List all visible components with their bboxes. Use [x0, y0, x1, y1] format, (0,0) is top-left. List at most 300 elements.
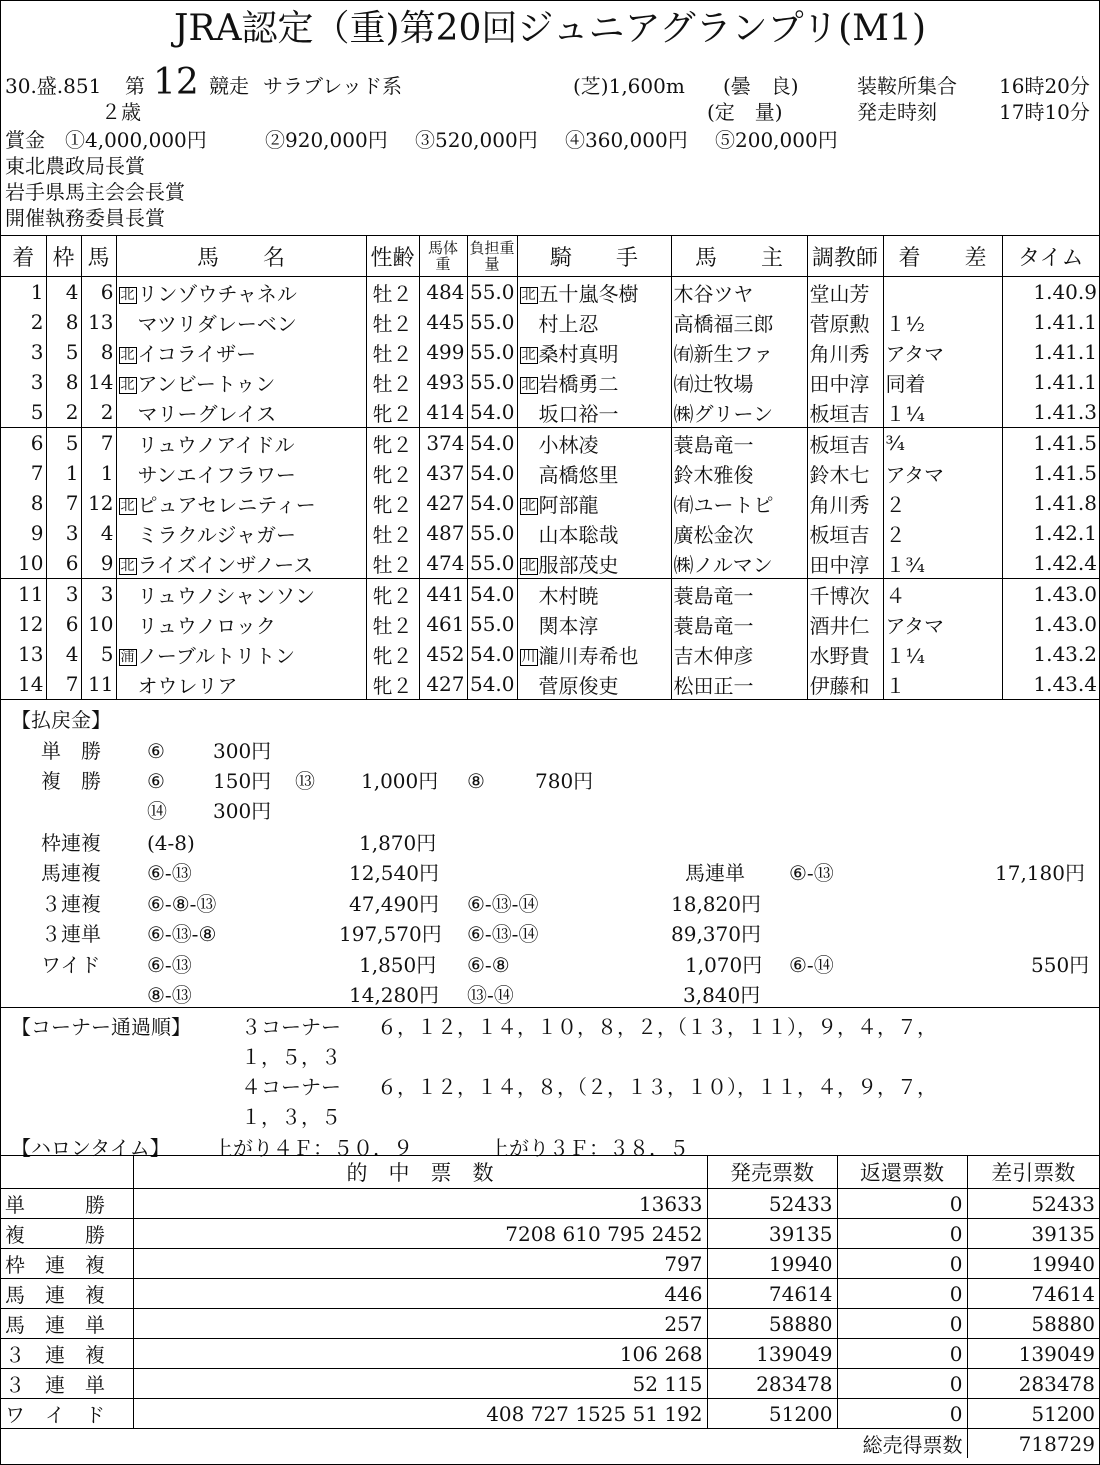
corner4-order-cont: １，３，５	[241, 1105, 341, 1129]
horse-name: リュウノシャンソン	[137, 583, 316, 608]
time-cell: 1.43.0	[1002, 609, 1099, 639]
net-count-cell: 139049	[967, 1339, 1099, 1369]
result-row	[1, 669, 1099, 700]
time-cell: 1.41.5	[1002, 458, 1099, 488]
weight-cell: 452	[419, 639, 467, 669]
affiliation-badge	[119, 538, 137, 540]
rank-cell: 3	[30, 370, 44, 394]
affiliation-badge: 北	[120, 286, 135, 303]
jockey-name: 桑村真明	[538, 341, 619, 366]
hit-count-cell: 106 268	[133, 1339, 707, 1369]
age-class: ２歳	[101, 100, 141, 124]
refund-count-cell: 0	[837, 1339, 967, 1369]
wide-combo: ⑥-⑭	[789, 953, 834, 977]
horse-name-cell	[116, 337, 366, 367]
sold-count-cell: 283478	[707, 1369, 837, 1399]
hit-count-cell: 408 727 1525 51 192	[133, 1399, 707, 1429]
refund-count-cell: 0	[837, 1369, 967, 1399]
affiliation-badge	[520, 689, 538, 691]
burden-cell: 54.0	[467, 639, 517, 669]
prize-1: ①4,000,000円	[65, 128, 207, 152]
number-cell: 12	[81, 488, 116, 518]
bet-type-cell: 馬 連 単	[1, 1309, 133, 1339]
frame-cell: 2	[46, 397, 81, 428]
time-cell: 1.42.1	[1002, 518, 1099, 548]
horse-name-cell	[116, 669, 366, 700]
horse-name: リンゾウチャネル	[137, 281, 297, 306]
time-cell: 1.43.0	[1002, 579, 1099, 610]
owner-cell: 鈴木雅俊	[671, 458, 807, 488]
weight-cell: 499	[419, 337, 467, 367]
horse-name-cell	[116, 428, 366, 459]
trainer-cell: 千博次	[807, 579, 883, 610]
horse-name: ノーブルトリトン	[137, 643, 296, 668]
header-frame: 枠	[46, 236, 81, 277]
result-row	[1, 548, 1099, 579]
affiliation-badge	[119, 599, 137, 601]
hit-count-cell: 13633	[133, 1189, 707, 1219]
rank-cell: 5	[1, 397, 46, 428]
number-cell: 2	[81, 397, 116, 428]
horse-name-cell	[116, 579, 366, 610]
race-title: JRA認定（重)第20回ジュニアグランプリ(M1)	[173, 8, 926, 49]
owner-cell: ㈲辻牧場	[671, 367, 807, 397]
sold-count-cell: 74614	[707, 1279, 837, 1309]
bet-type-cell: 枠 連 複	[1, 1249, 133, 1279]
horse-name: アンビートゥン	[137, 371, 276, 396]
award-item: 東北農政局長賞	[5, 154, 145, 178]
affiliation-badge: 川	[521, 648, 536, 665]
affiliation-badge: 北	[120, 376, 135, 393]
margin-cell: 同着	[883, 367, 1002, 397]
frame-cell: 6	[46, 548, 81, 579]
weather-track: (曇 良)	[723, 74, 799, 98]
rank-cell: 6	[30, 431, 44, 455]
jockey-name: 高橋悠里	[538, 462, 619, 487]
affiliation-badge	[119, 417, 137, 419]
owner-cell: ㈲ユートピ	[671, 488, 807, 518]
fukusho-horse: ⑧	[467, 769, 485, 793]
sex-age-cell: 牝２	[366, 397, 419, 428]
prize-5: ⑤200,000円	[715, 128, 838, 152]
rank-cell: 1	[30, 280, 44, 304]
frame-cell: 4	[46, 639, 81, 669]
trainer-cell: 角川秀	[807, 337, 883, 367]
prize-label: 賞金	[5, 128, 45, 152]
refund-count-cell: 0	[837, 1189, 967, 1219]
wide-amount: 1,070円	[685, 953, 763, 977]
affiliation-badge	[520, 417, 538, 419]
rank-cell: 10	[1, 548, 46, 579]
frame-cell: 3	[46, 518, 81, 548]
fukusho-label: 複 勝	[41, 769, 101, 793]
jockey-cell	[517, 609, 671, 639]
frame-cell: 8	[46, 307, 81, 337]
wide-amount: 1,850円	[359, 953, 437, 977]
header-weight: 馬体重	[419, 236, 467, 277]
votes-header-sold: 発売票数	[707, 1156, 837, 1189]
wide-combo: ⑥-⑬	[147, 953, 192, 977]
jockey-cell	[517, 488, 671, 518]
section-divider	[1, 1007, 1099, 1008]
jockey-cell	[517, 669, 671, 700]
votes-header-row	[1, 1156, 1099, 1189]
weight-cell: 474	[419, 548, 467, 579]
trio-label: ３連複	[41, 892, 101, 916]
horse-name: ライズインザノース	[137, 552, 314, 577]
time-cell: 1.40.9	[1002, 277, 1099, 308]
horse-name: サンエイフラワー	[137, 462, 296, 487]
result-row	[1, 579, 1099, 610]
result-row	[1, 428, 1099, 459]
race-number-prefix: 第	[125, 74, 145, 98]
jockey-name: 菅原俊吏	[538, 673, 619, 698]
margin-cell: ¾	[883, 428, 1002, 459]
burden-cell: 55.0	[467, 277, 517, 308]
weight-cell: 414	[419, 397, 467, 428]
weight-cell: 427	[419, 669, 467, 700]
header-time: タイム	[1002, 236, 1099, 277]
sex-age-cell: 牝２	[366, 428, 419, 459]
wakuren-label: 枠連複	[41, 831, 101, 855]
jockey-cell	[517, 367, 671, 397]
wide-combo: ⑥-⑧	[467, 953, 510, 977]
time-cell: 1.41.3	[1002, 397, 1099, 428]
header-horse-name: 馬 名	[116, 236, 366, 277]
trainer-cell: 角川秀	[807, 488, 883, 518]
fukusho-amount: 780円	[535, 769, 594, 793]
sex-age-cell: 牝２	[366, 458, 419, 488]
sold-count-cell: 19940	[707, 1249, 837, 1279]
number-cell: 10	[81, 609, 116, 639]
votes-row	[1, 1249, 1099, 1279]
race-code: 30.盛.851	[5, 74, 102, 98]
owner-cell: 蓑島竜一	[671, 609, 807, 639]
horse-name: ミラクルジャガー	[137, 522, 296, 547]
refund-count-cell: 0	[837, 1399, 967, 1429]
weight-cell: 461	[419, 609, 467, 639]
number-cell: 7	[81, 428, 116, 459]
jockey-name: 小林凌	[538, 432, 599, 457]
bet-type-cell: 馬 連 複	[1, 1279, 133, 1309]
sex-age-cell: 牡２	[366, 518, 419, 548]
burden-cell: 55.0	[467, 609, 517, 639]
sex-age-cell: 牡２	[366, 307, 419, 337]
affiliation-badge: 北	[120, 557, 135, 574]
jockey-cell	[517, 428, 671, 459]
weight-cell: 493	[419, 367, 467, 397]
corner3-label: ３コーナー	[241, 1015, 341, 1039]
rank-cell: 13	[18, 642, 44, 666]
jockey-cell	[517, 337, 671, 367]
horse-name-cell	[116, 458, 366, 488]
result-row	[1, 367, 1099, 397]
prize-3: ③520,000円	[415, 128, 538, 152]
trainer-cell: 堂山芳	[807, 277, 883, 308]
breed: サラブレッド系	[263, 74, 402, 98]
horse-name: マツリダレーベン	[137, 311, 297, 336]
header-trainer: 調教師	[807, 236, 883, 277]
sex-age-cell: 牝２	[366, 488, 419, 518]
sold-count-cell: 58880	[707, 1309, 837, 1339]
results-table	[1, 235, 1099, 700]
trainer-cell: 菅原勲	[807, 307, 883, 337]
corner4-label: ４コーナー	[241, 1075, 341, 1099]
weight-cell: 427	[419, 488, 467, 518]
time-cell: 1.42.4	[1002, 548, 1099, 579]
time-cell: 1.43.4	[1002, 669, 1099, 700]
votes-row	[1, 1339, 1099, 1369]
weight-rule: (定 量)	[707, 100, 783, 124]
header-margin: 着 差	[883, 236, 1002, 277]
burden-cell: 55.0	[467, 518, 517, 548]
number-cell: 9	[81, 548, 116, 579]
result-row	[1, 609, 1099, 639]
tansho-horse: ⑥	[147, 739, 165, 763]
horse-name-cell	[116, 609, 366, 639]
umatan-combo: ⑥-⑬	[789, 861, 834, 885]
results-header-row	[1, 236, 1099, 277]
affiliation-badge	[119, 689, 137, 691]
sold-count-cell: 139049	[707, 1339, 837, 1369]
frame-cell: 8	[46, 367, 81, 397]
owner-cell: ㈲新生ファ	[671, 337, 807, 367]
frame-cell: 5	[46, 337, 81, 367]
net-count-cell: 58880	[967, 1309, 1099, 1339]
votes-row	[1, 1279, 1099, 1309]
number-cell: 4	[81, 518, 116, 548]
margin-cell: １½	[883, 307, 1002, 337]
hit-count-cell: 52 115	[133, 1369, 707, 1399]
affiliation-badge: 北	[521, 557, 536, 574]
fukusho-horse: ⑬	[295, 769, 315, 793]
frame-cell: 4	[46, 277, 81, 308]
votes-total-value: 718729	[967, 1429, 1099, 1459]
number-cell: 3	[81, 579, 116, 610]
umaren-amount: 12,540円	[349, 861, 439, 885]
bet-type-cell: ワ イ ド	[1, 1399, 133, 1429]
award-item: 開催執務委員長賞	[5, 206, 165, 230]
number-cell: 14	[81, 367, 116, 397]
rank-cell: 12	[18, 612, 44, 636]
affiliation-badge	[520, 448, 538, 450]
sold-count-cell: 39135	[707, 1219, 837, 1249]
number-cell: 6	[81, 277, 116, 308]
trifecta-amount: 89,370円	[671, 922, 761, 946]
trifecta-amount: 197,570円	[339, 922, 442, 946]
horse-name: リュウノロック	[137, 613, 276, 638]
rank-cell: 7	[30, 461, 44, 485]
umaren-label: 馬連複	[41, 861, 101, 885]
wide-amount: 3,840円	[683, 983, 761, 1007]
corner3-order: ６，１２，１４，１０，８，２，（１３，１１），９，４，７，	[377, 1015, 937, 1039]
weight-cell: 484	[419, 277, 467, 308]
sold-count-cell: 51200	[707, 1399, 837, 1429]
payout-heading: 【払戻金】	[11, 708, 111, 732]
assembly-time: 16時20分	[999, 74, 1090, 98]
number-cell: 1	[81, 458, 116, 488]
bet-type-cell: 複 勝	[1, 1219, 133, 1249]
affiliation-badge: 北	[521, 286, 536, 303]
result-row	[1, 458, 1099, 488]
prize-4: ④360,000円	[565, 128, 688, 152]
burden-cell: 55.0	[467, 307, 517, 337]
burden-cell: 54.0	[467, 579, 517, 610]
trainer-cell: 酒井仁	[807, 609, 883, 639]
jockey-name: 木村暁	[538, 583, 599, 608]
weight-cell: 487	[419, 518, 467, 548]
trainer-cell: 伊藤和	[807, 669, 883, 700]
halon-last3f: 上がり３Ｆ：３８．５	[489, 1136, 689, 1160]
owner-cell: ㈱グリーン	[671, 397, 807, 428]
race-number: 12	[153, 62, 199, 103]
jockey-cell	[517, 307, 671, 337]
result-row	[1, 639, 1099, 669]
tansho-label: 単 勝	[41, 739, 101, 763]
trainer-cell: 鈴木七	[807, 458, 883, 488]
trainer-cell: 板垣吉	[807, 397, 883, 428]
votes-header-blank	[1, 1156, 133, 1189]
weight-cell: 437	[419, 458, 467, 488]
owner-cell: 松田正一	[671, 669, 807, 700]
burden-cell: 54.0	[467, 488, 517, 518]
rank-cell: 8	[30, 491, 44, 515]
fukusho-amount: 300円	[213, 799, 272, 823]
horse-name-cell	[116, 488, 366, 518]
header-number: 馬	[81, 236, 116, 277]
net-count-cell: 52433	[967, 1189, 1099, 1219]
jockey-name: 五十嵐冬樹	[538, 281, 639, 306]
margin-cell: １¾	[883, 548, 1002, 579]
votes-header-net: 差引票数	[967, 1156, 1099, 1189]
bet-type-cell: ３ 連 単	[1, 1369, 133, 1399]
assembly-label: 装鞍所集合	[857, 74, 957, 98]
start-label: 発走時刻	[857, 100, 937, 124]
horse-name-cell	[116, 518, 366, 548]
fukusho-horse: ⑥	[147, 769, 165, 793]
weight-cell: 374	[419, 428, 467, 459]
rank-cell: 14	[1, 669, 46, 700]
jockey-cell	[517, 639, 671, 669]
result-row	[1, 397, 1099, 428]
refund-count-cell: 0	[837, 1219, 967, 1249]
number-cell: 11	[81, 669, 116, 700]
horse-name-cell	[116, 639, 366, 669]
votes-header-hit: 的 中 票 数	[133, 1156, 707, 1189]
frame-cell: 3	[46, 579, 81, 610]
burden-cell: 54.0	[467, 428, 517, 459]
time-cell: 1.41.8	[1002, 488, 1099, 518]
refund-count-cell: 0	[837, 1249, 967, 1279]
rank-cell: 11	[18, 582, 44, 606]
halon-heading: 【ハロンタイム】	[11, 1136, 170, 1160]
jockey-name: 山本聡哉	[538, 522, 619, 547]
margin-cell: ２	[883, 488, 1002, 518]
owner-cell: 蓑島竜一	[671, 579, 807, 610]
burden-cell: 54.0	[467, 458, 517, 488]
votes-total-row	[1, 1429, 1099, 1459]
affiliation-badge	[119, 478, 137, 480]
corner4-order: ６，１２，１４，８，（２，１３，１０），１１，４，９，７，	[377, 1075, 937, 1099]
trainer-cell: 板垣吉	[807, 518, 883, 548]
trifecta-combo: ⑥-⑬-⑭	[467, 922, 539, 946]
fukusho-amount: 1,000円	[361, 769, 439, 793]
weight-cell: 445	[419, 307, 467, 337]
affiliation-badge	[520, 478, 538, 480]
jockey-name: 坂口裕一	[538, 401, 619, 426]
number-cell: 8	[81, 337, 116, 367]
wide-combo: ⑬-⑭	[467, 983, 514, 1007]
refund-count-cell: 0	[837, 1279, 967, 1309]
horse-name-cell	[116, 367, 366, 397]
jockey-cell	[517, 579, 671, 610]
net-count-cell: 51200	[967, 1399, 1099, 1429]
sex-age-cell: 牝２	[366, 639, 419, 669]
jockey-cell	[517, 518, 671, 548]
margin-cell: １¼	[883, 639, 1002, 669]
sex-age-cell: 牡２	[366, 548, 419, 579]
rank-cell: 3	[30, 340, 44, 364]
result-row	[1, 518, 1099, 548]
burden-cell: 55.0	[467, 367, 517, 397]
time-cell: 1.41.5	[1002, 428, 1099, 459]
trio-combo: ⑥-⑬-⑭	[467, 892, 539, 916]
horse-name: ピュアセレニティー	[137, 492, 316, 517]
hit-count-cell: 797	[133, 1249, 707, 1279]
result-row	[1, 307, 1099, 337]
results-body	[1, 277, 1099, 700]
jockey-name: 阿部龍	[538, 492, 599, 517]
affiliation-badge: 北	[521, 376, 536, 393]
affiliation-badge: 北	[521, 497, 536, 514]
votes-row	[1, 1369, 1099, 1399]
horse-name-cell	[116, 277, 366, 308]
prize-2: ②920,000円	[265, 128, 388, 152]
horse-name: オウレリア	[137, 673, 238, 698]
margin-cell: アタマ	[883, 458, 1002, 488]
time-cell: 1.41.1	[1002, 307, 1099, 337]
jockey-cell	[517, 548, 671, 579]
umatan-label: 馬連単	[685, 861, 745, 885]
owner-cell: 木谷ツヤ	[671, 277, 807, 308]
jockey-cell	[517, 397, 671, 428]
affiliation-badge	[119, 629, 137, 631]
affiliation-badge: 北	[120, 346, 135, 363]
votes-total-blank	[133, 1429, 707, 1459]
rank-cell: 9	[30, 521, 44, 545]
votes-row	[1, 1309, 1099, 1339]
jockey-name: 村上忍	[538, 311, 599, 336]
net-count-cell: 39135	[967, 1219, 1099, 1249]
award-item: 岩手県馬主会会長賞	[5, 180, 185, 204]
halon-last4f: 上がり４Ｆ：５０．９	[213, 1136, 413, 1160]
owner-cell: 高橋福三郎	[671, 307, 807, 337]
trainer-cell: 田中淳	[807, 548, 883, 579]
margin-cell: ４	[883, 579, 1002, 610]
votes-row	[1, 1219, 1099, 1249]
wide-amount: 550円	[1031, 953, 1090, 977]
margin-cell: １	[883, 669, 1002, 700]
votes-total-blank	[1, 1429, 133, 1459]
jockey-cell	[517, 277, 671, 308]
affiliation-badge: 浦	[120, 648, 135, 665]
fukusho-horse: ⑭	[147, 799, 167, 823]
bet-type-cell: 単 勝	[1, 1189, 133, 1219]
sex-age-cell: 牝２	[366, 579, 419, 610]
tansho-amount: 300円	[213, 739, 272, 763]
burden-cell: 54.0	[467, 669, 517, 700]
jockey-name: 岩橋勇二	[538, 371, 619, 396]
